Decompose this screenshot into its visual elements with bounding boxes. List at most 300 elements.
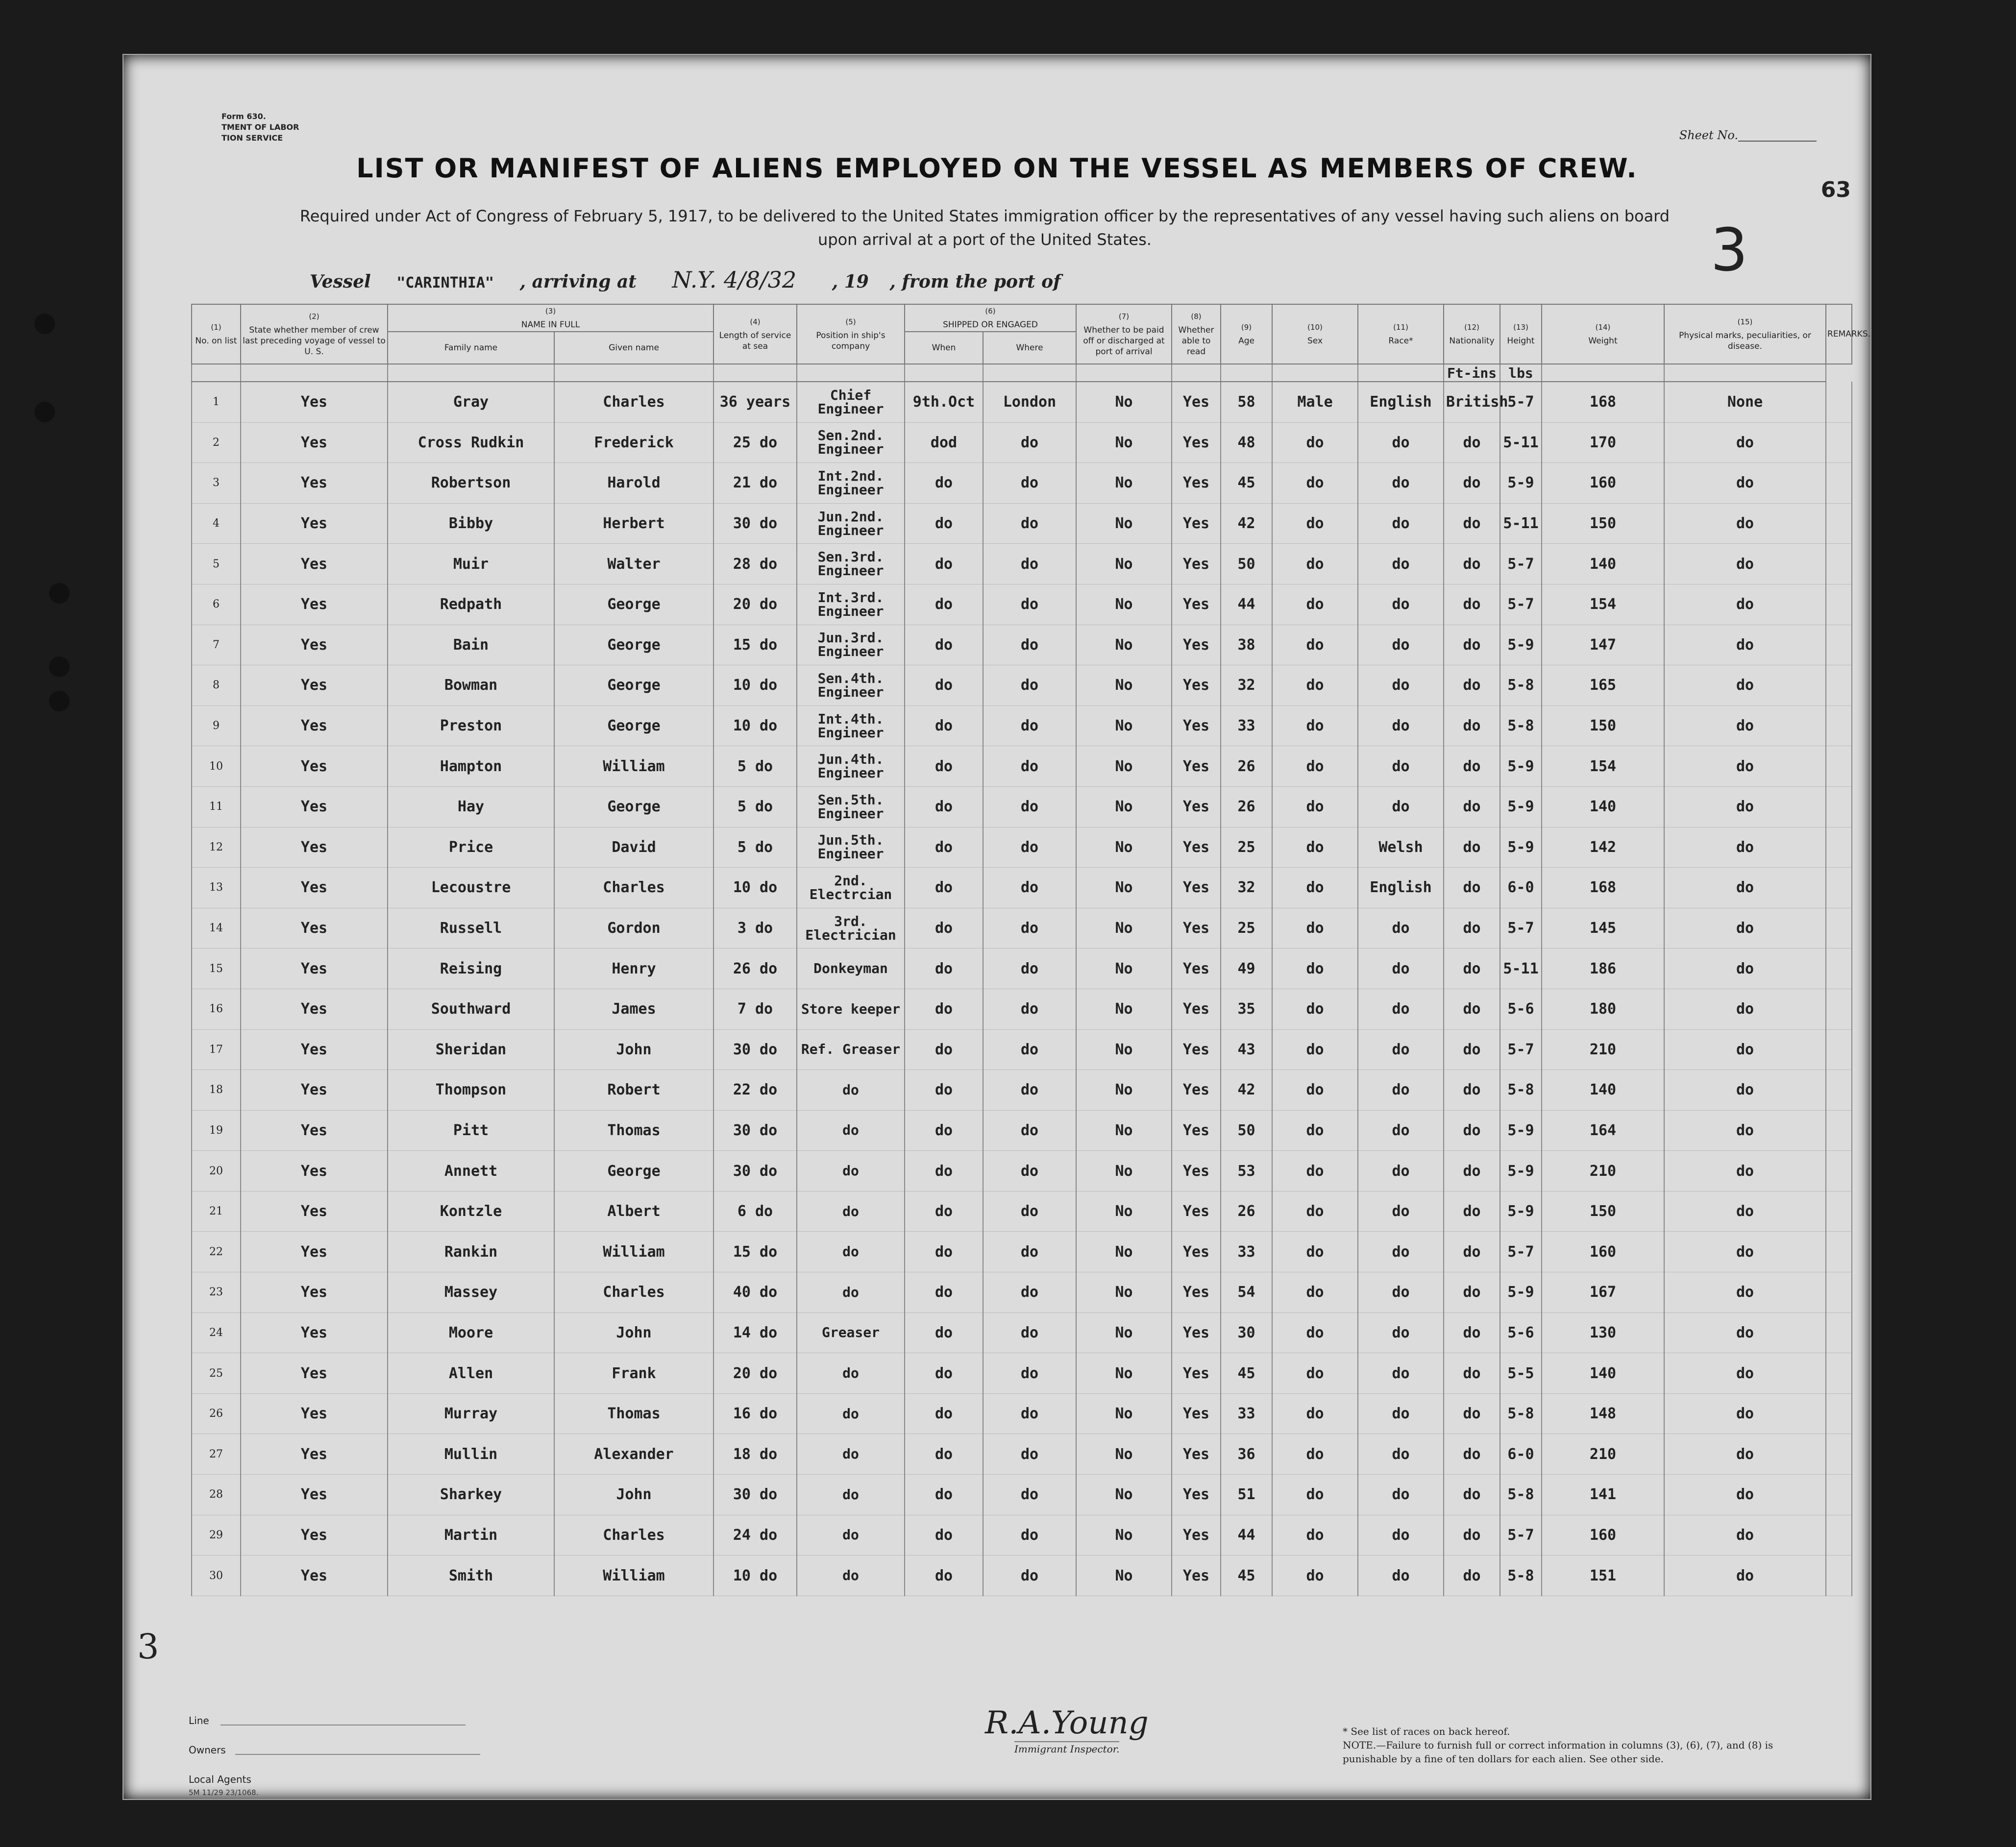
table-row bbox=[192, 705, 1852, 746]
cell-height: 5-7 bbox=[1500, 908, 1542, 948]
cell-family: Kontzle bbox=[388, 1191, 554, 1232]
cell-position: Int.4th. Engineer bbox=[797, 705, 905, 746]
cell-prev: Yes bbox=[241, 1434, 388, 1475]
table-row bbox=[192, 1353, 1852, 1394]
col-header-physical-marks: (15) Physical marks, peculiarities, or disease. bbox=[1664, 304, 1826, 364]
document-subtitle: Required under Act of Congress of February 5, 1917, to be delivered to the United States immigration officer by the representatives of any vessel having such aliens on board upon arrival at a port of the United States. bbox=[299, 207, 1670, 249]
cell-sex: do bbox=[1272, 584, 1358, 625]
cell-marks: do bbox=[1664, 1070, 1826, 1111]
cell-read: Yes bbox=[1172, 422, 1221, 463]
cell-nat: do bbox=[1444, 1191, 1500, 1232]
cell-when: do bbox=[905, 1029, 983, 1070]
cell-nat: do bbox=[1444, 948, 1500, 989]
cell-sex: do bbox=[1272, 544, 1358, 584]
cell-service: 30 do bbox=[713, 1110, 797, 1151]
cell-family: Lecoustre bbox=[388, 868, 554, 908]
cell-given: Frederick bbox=[554, 422, 713, 463]
cell-height: 5-9 bbox=[1500, 1191, 1542, 1232]
cell-where: do bbox=[983, 948, 1076, 989]
cell-when: do bbox=[905, 1393, 983, 1434]
vessel-name: "CARINTHIA" bbox=[396, 274, 494, 292]
cell-age: 48 bbox=[1221, 422, 1272, 463]
cell-age: 25 bbox=[1221, 908, 1272, 948]
cell-when: do bbox=[905, 1434, 983, 1475]
cell-weight: 130 bbox=[1542, 1312, 1664, 1353]
cell-age: 44 bbox=[1221, 584, 1272, 625]
cell-marks: do bbox=[1664, 705, 1826, 746]
cell-read: Yes bbox=[1172, 665, 1221, 706]
col-header-age: (9) Age bbox=[1221, 304, 1272, 364]
cell-nat: do bbox=[1444, 1070, 1500, 1111]
cell-remarks bbox=[1826, 544, 1852, 584]
cell-race: do bbox=[1358, 746, 1444, 787]
cell-race: Welsh bbox=[1358, 827, 1444, 868]
cell-remarks bbox=[1826, 1434, 1852, 1475]
cell-given: John bbox=[554, 1029, 713, 1070]
cell-where: do bbox=[983, 1110, 1076, 1151]
cell-marks: do bbox=[1664, 1272, 1826, 1313]
cell-family: Price bbox=[388, 827, 554, 868]
cell-nat: do bbox=[1444, 1110, 1500, 1151]
cell-no: 28 bbox=[192, 1475, 241, 1515]
cell-weight: 160 bbox=[1542, 1515, 1664, 1555]
cell-age: 50 bbox=[1221, 1110, 1272, 1151]
cell-read: Yes bbox=[1172, 625, 1221, 665]
cell-family: Muir bbox=[388, 544, 554, 584]
cell-service: 18 do bbox=[713, 1434, 797, 1475]
cell-when: do bbox=[905, 584, 983, 625]
cell-race: do bbox=[1358, 1312, 1444, 1353]
cell-service: 10 do bbox=[713, 705, 797, 746]
cell-when: do bbox=[905, 544, 983, 584]
cell-no: 5 bbox=[192, 544, 241, 584]
cell-weight: 142 bbox=[1542, 827, 1664, 868]
cell-prev: Yes bbox=[241, 868, 388, 908]
arriving-label: , arriving at bbox=[519, 271, 637, 292]
cell-remarks bbox=[1826, 827, 1852, 868]
cell-when: do bbox=[905, 665, 983, 706]
cell-remarks bbox=[1826, 786, 1852, 827]
cell-when: do bbox=[905, 1151, 983, 1191]
col-header-paid-off: (7) Whether to be paid off or discharged at port of arrival bbox=[1076, 304, 1172, 364]
cell-sex: do bbox=[1272, 625, 1358, 665]
cell-nat: British bbox=[1444, 382, 1500, 422]
cell-when: do bbox=[905, 1070, 983, 1111]
cell-when: do bbox=[905, 705, 983, 746]
cell-marks: do bbox=[1664, 625, 1826, 665]
table-row bbox=[192, 503, 1852, 544]
cell-weight: 150 bbox=[1542, 503, 1664, 544]
cell-no: 18 bbox=[192, 1070, 241, 1111]
table-row bbox=[192, 827, 1852, 868]
cell-when: dod bbox=[905, 422, 983, 463]
cell-paid: No bbox=[1076, 1070, 1172, 1111]
col-header-where: Where bbox=[983, 332, 1076, 364]
cell-position: do bbox=[797, 1555, 905, 1596]
cell-position: do bbox=[797, 1515, 905, 1555]
cell-paid: No bbox=[1076, 1272, 1172, 1313]
cell-nat: do bbox=[1444, 544, 1500, 584]
cell-when: do bbox=[905, 625, 983, 665]
cell-age: 26 bbox=[1221, 786, 1272, 827]
cell-sex: do bbox=[1272, 665, 1358, 706]
cell-where: do bbox=[983, 1232, 1076, 1272]
table-row bbox=[192, 1070, 1852, 1111]
cell-read: Yes bbox=[1172, 827, 1221, 868]
cell-paid: No bbox=[1076, 382, 1172, 422]
cell-age: 32 bbox=[1221, 868, 1272, 908]
cell-where: do bbox=[983, 705, 1076, 746]
table-row bbox=[192, 1393, 1852, 1434]
cell-race: do bbox=[1358, 625, 1444, 665]
cell-where: do bbox=[983, 1029, 1076, 1070]
cell-where: do bbox=[983, 786, 1076, 827]
cell-height: 5-7 bbox=[1500, 544, 1542, 584]
cell-family: Bibby bbox=[388, 503, 554, 544]
cell-nat: do bbox=[1444, 1029, 1500, 1070]
cell-when: do bbox=[905, 1191, 983, 1232]
cell-marks: do bbox=[1664, 422, 1826, 463]
cell-sex: do bbox=[1272, 1151, 1358, 1191]
cell-sex: do bbox=[1272, 1515, 1358, 1555]
cell-height: 5-9 bbox=[1500, 625, 1542, 665]
cell-height: 5-7 bbox=[1500, 1029, 1542, 1070]
cell-sex: do bbox=[1272, 746, 1358, 787]
cell-given: George bbox=[554, 665, 713, 706]
vessel-label: Vessel bbox=[310, 271, 371, 292]
cell-marks: do bbox=[1664, 1151, 1826, 1191]
cell-nat: do bbox=[1444, 868, 1500, 908]
cell-no: 22 bbox=[192, 1232, 241, 1272]
cell-prev: Yes bbox=[241, 382, 388, 422]
cell-when: do bbox=[905, 908, 983, 948]
cell-age: 54 bbox=[1221, 1272, 1272, 1313]
cell-prev: Yes bbox=[241, 544, 388, 584]
cell-position: 3rd. Electrician bbox=[797, 908, 905, 948]
cell-marks: do bbox=[1664, 584, 1826, 625]
cell-when: do bbox=[905, 503, 983, 544]
cell-remarks bbox=[1826, 584, 1852, 625]
cell-family: Allen bbox=[388, 1353, 554, 1394]
cell-sex: do bbox=[1272, 503, 1358, 544]
cell-age: 51 bbox=[1221, 1475, 1272, 1515]
cell-race: do bbox=[1358, 948, 1444, 989]
cell-age: 43 bbox=[1221, 1029, 1272, 1070]
cell-when: do bbox=[905, 827, 983, 868]
cell-remarks bbox=[1826, 422, 1852, 463]
cell-prev: Yes bbox=[241, 705, 388, 746]
cell-sex: do bbox=[1272, 827, 1358, 868]
cell-race: do bbox=[1358, 1070, 1444, 1111]
cell-height: 5-9 bbox=[1500, 827, 1542, 868]
cell-weight: 170 bbox=[1542, 422, 1664, 463]
cell-marks: do bbox=[1664, 1515, 1826, 1555]
cell-height: 5-6 bbox=[1500, 989, 1542, 1029]
cell-family: Rankin bbox=[388, 1232, 554, 1272]
cell-prev: Yes bbox=[241, 1232, 388, 1272]
cell-position: Int.3rd. Engineer bbox=[797, 584, 905, 625]
cell-where: do bbox=[983, 625, 1076, 665]
cell-marks: do bbox=[1664, 1434, 1826, 1475]
cell-weight: 160 bbox=[1542, 1232, 1664, 1272]
cell-family: Hampton bbox=[388, 746, 554, 787]
cell-marks: do bbox=[1664, 544, 1826, 584]
cell-read: Yes bbox=[1172, 584, 1221, 625]
cell-family: Bowman bbox=[388, 665, 554, 706]
cell-height: 5-7 bbox=[1500, 584, 1542, 625]
cell-no: 6 bbox=[192, 584, 241, 625]
cell-sex: do bbox=[1272, 1070, 1358, 1111]
cell-prev: Yes bbox=[241, 1110, 388, 1151]
cell-prev: Yes bbox=[241, 503, 388, 544]
cell-race: do bbox=[1358, 1110, 1444, 1151]
cell-position: Jun.4th. Engineer bbox=[797, 746, 905, 787]
cell-no: 29 bbox=[192, 1515, 241, 1555]
cell-height: 5-5 bbox=[1500, 1353, 1542, 1394]
cell-remarks bbox=[1826, 908, 1852, 948]
cell-weight: 141 bbox=[1542, 1475, 1664, 1515]
cell-remarks bbox=[1826, 503, 1852, 544]
cell-weight: 140 bbox=[1542, 1353, 1664, 1394]
cell-given: William bbox=[554, 1555, 713, 1596]
cell-race: do bbox=[1358, 1151, 1444, 1191]
cell-where: do bbox=[983, 1191, 1076, 1232]
cell-race: do bbox=[1358, 989, 1444, 1029]
table-row bbox=[192, 382, 1852, 422]
cell-where: do bbox=[983, 1434, 1076, 1475]
cell-service: 3 do bbox=[713, 908, 797, 948]
cell-height: 5-9 bbox=[1500, 1110, 1542, 1151]
sheet-label: Sheet No. bbox=[1679, 128, 1738, 142]
cell-given: Charles bbox=[554, 382, 713, 422]
cell-nat: do bbox=[1444, 1475, 1500, 1515]
cell-race: do bbox=[1358, 1515, 1444, 1555]
cell-height: 5-7 bbox=[1500, 1232, 1542, 1272]
cell-age: 38 bbox=[1221, 625, 1272, 665]
cell-read: Yes bbox=[1172, 1475, 1221, 1515]
cell-read: Yes bbox=[1172, 1312, 1221, 1353]
col-header-service: (4) Length of service at sea bbox=[713, 304, 797, 364]
arrival-date: N.Y. 4/8/32 bbox=[672, 267, 797, 293]
cell-age: 45 bbox=[1221, 463, 1272, 504]
cell-service: 25 do bbox=[713, 422, 797, 463]
agents-label: Local Agents bbox=[189, 1774, 251, 1785]
cell-read: Yes bbox=[1172, 463, 1221, 504]
cell-service: 26 do bbox=[713, 948, 797, 989]
inspector-signature: R.A.Young bbox=[985, 1705, 1149, 1741]
cell-height: 5-8 bbox=[1500, 1475, 1542, 1515]
cell-position: do bbox=[797, 1110, 905, 1151]
table-row bbox=[192, 989, 1852, 1029]
cell-nat: do bbox=[1444, 989, 1500, 1029]
cell-no: 2 bbox=[192, 422, 241, 463]
cell-position: Chief Engineer bbox=[797, 382, 905, 422]
cell-weight: 186 bbox=[1542, 948, 1664, 989]
table-row bbox=[192, 1232, 1852, 1272]
cell-remarks bbox=[1826, 625, 1852, 665]
page-stamp: 63 bbox=[1820, 177, 1851, 202]
col-header-sex: (10) Sex bbox=[1272, 304, 1358, 364]
cell-race: do bbox=[1358, 422, 1444, 463]
from-port-label: , from the port of bbox=[889, 271, 1061, 292]
cell-marks: do bbox=[1664, 665, 1826, 706]
cell-read: Yes bbox=[1172, 948, 1221, 989]
cell-nat: do bbox=[1444, 1393, 1500, 1434]
cell-service: 15 do bbox=[713, 1232, 797, 1272]
cell-sex: do bbox=[1272, 1434, 1358, 1475]
cell-prev: Yes bbox=[241, 1272, 388, 1313]
cell-no: 15 bbox=[192, 948, 241, 989]
cell-paid: No bbox=[1076, 1555, 1172, 1596]
cell-sex: do bbox=[1272, 422, 1358, 463]
cell-given: Charles bbox=[554, 1272, 713, 1313]
cell-paid: No bbox=[1076, 948, 1172, 989]
cell-weight: 150 bbox=[1542, 705, 1664, 746]
cell-position: Store keeper bbox=[797, 989, 905, 1029]
cell-age: 33 bbox=[1221, 705, 1272, 746]
cell-nat: do bbox=[1444, 746, 1500, 787]
cell-age: 33 bbox=[1221, 1232, 1272, 1272]
cell-race: English bbox=[1358, 382, 1444, 422]
cell-height: 5-8 bbox=[1500, 1393, 1542, 1434]
cell-sex: do bbox=[1272, 1312, 1358, 1353]
cell-marks: do bbox=[1664, 908, 1826, 948]
cell-when: do bbox=[905, 1110, 983, 1151]
cell-nat: do bbox=[1444, 1353, 1500, 1394]
cell-when: do bbox=[905, 1475, 983, 1515]
cell-sex: do bbox=[1272, 1191, 1358, 1232]
cell-race: do bbox=[1358, 503, 1444, 544]
cell-marks: do bbox=[1664, 1475, 1826, 1515]
cell-no: 3 bbox=[192, 463, 241, 504]
cell-marks: do bbox=[1664, 1029, 1826, 1070]
cell-age: 58 bbox=[1221, 382, 1272, 422]
table-row bbox=[192, 625, 1852, 665]
cell-weight: 168 bbox=[1542, 382, 1664, 422]
cell-nat: do bbox=[1444, 463, 1500, 504]
penalty-note: NOTE.—Failure to furnish full or correct information in columns (3), (6), (7), and (8) is punishable by a fine of ten dollars for each alien. See other side. bbox=[1343, 1739, 1773, 1765]
cell-race: do bbox=[1358, 544, 1444, 584]
cell-weight: 167 bbox=[1542, 1272, 1664, 1313]
cell-nat: do bbox=[1444, 1232, 1500, 1272]
cell-paid: No bbox=[1076, 1434, 1172, 1475]
cell-height: 5-8 bbox=[1500, 1070, 1542, 1111]
cell-weight: 150 bbox=[1542, 1191, 1664, 1232]
table-row bbox=[192, 584, 1852, 625]
cell-remarks bbox=[1826, 1555, 1852, 1596]
vessel-line bbox=[310, 267, 1061, 293]
cell-height: 6-0 bbox=[1500, 1434, 1542, 1475]
cell-paid: No bbox=[1076, 1232, 1172, 1272]
cell-where: do bbox=[983, 1272, 1076, 1313]
cell-read: Yes bbox=[1172, 503, 1221, 544]
cell-race: do bbox=[1358, 463, 1444, 504]
cell-where: do bbox=[983, 1070, 1076, 1111]
cell-paid: No bbox=[1076, 1353, 1172, 1394]
cell-prev: Yes bbox=[241, 948, 388, 989]
cell-nat: do bbox=[1444, 665, 1500, 706]
cell-service: 40 do bbox=[713, 1272, 797, 1313]
cell-when: 9th.Oct bbox=[905, 382, 983, 422]
cell-sex: do bbox=[1272, 1272, 1358, 1313]
cell-sex: do bbox=[1272, 1393, 1358, 1434]
table-row bbox=[192, 1434, 1852, 1475]
cell-service: 20 do bbox=[713, 584, 797, 625]
cell-remarks bbox=[1826, 665, 1852, 706]
cell-nat: do bbox=[1444, 1272, 1500, 1313]
cell-prev: Yes bbox=[241, 786, 388, 827]
cell-no: 7 bbox=[192, 625, 241, 665]
cell-paid: No bbox=[1076, 1312, 1172, 1353]
cell-race: do bbox=[1358, 1475, 1444, 1515]
cell-remarks bbox=[1826, 1029, 1852, 1070]
cell-age: 53 bbox=[1221, 1151, 1272, 1191]
cell-no: 4 bbox=[192, 503, 241, 544]
cell-family: Sheridan bbox=[388, 1029, 554, 1070]
cell-weight: 180 bbox=[1542, 989, 1664, 1029]
cell-race: do bbox=[1358, 1555, 1444, 1596]
cell-where: do bbox=[983, 1393, 1076, 1434]
cell-given: Thomas bbox=[554, 1393, 713, 1434]
cell-position: Sen.3rd. Engineer bbox=[797, 544, 905, 584]
cell-family: Cross Rudkin bbox=[388, 422, 554, 463]
cell-nat: do bbox=[1444, 1555, 1500, 1596]
cell-age: 35 bbox=[1221, 989, 1272, 1029]
cell-service: 6 do bbox=[713, 1191, 797, 1232]
table-row bbox=[192, 746, 1852, 787]
cell-position: Jun.5th. Engineer bbox=[797, 827, 905, 868]
cell-weight: 168 bbox=[1542, 868, 1664, 908]
cell-paid: No bbox=[1076, 868, 1172, 908]
cell-where: do bbox=[983, 1151, 1076, 1191]
cell-paid: No bbox=[1076, 1475, 1172, 1515]
cell-height: 6-0 bbox=[1500, 868, 1542, 908]
cell-read: Yes bbox=[1172, 786, 1221, 827]
footnotes bbox=[1343, 1725, 1784, 1766]
cell-where: do bbox=[983, 463, 1076, 504]
cell-when: do bbox=[905, 989, 983, 1029]
cell-given: George bbox=[554, 705, 713, 746]
cell-nat: do bbox=[1444, 422, 1500, 463]
cell-family: Massey bbox=[388, 1272, 554, 1313]
cell-marks: do bbox=[1664, 948, 1826, 989]
cell-service: 10 do bbox=[713, 665, 797, 706]
cell-prev: Yes bbox=[241, 1475, 388, 1515]
cell-race: do bbox=[1358, 705, 1444, 746]
crew-manifest-table bbox=[191, 304, 1871, 1596]
cell-weight: 154 bbox=[1542, 746, 1664, 787]
cell-read: Yes bbox=[1172, 1555, 1221, 1596]
cell-no: 9 bbox=[192, 705, 241, 746]
cell-when: do bbox=[905, 463, 983, 504]
cell-prev: Yes bbox=[241, 463, 388, 504]
cell-when: do bbox=[905, 1515, 983, 1555]
cell-given: Harold bbox=[554, 463, 713, 504]
cell-where: London bbox=[983, 382, 1076, 422]
cell-age: 49 bbox=[1221, 948, 1272, 989]
cell-no: 1 bbox=[192, 382, 241, 422]
cell-remarks bbox=[1826, 1475, 1852, 1515]
cell-paid: No bbox=[1076, 908, 1172, 948]
table-row bbox=[192, 1191, 1852, 1232]
cell-family: Mullin bbox=[388, 1434, 554, 1475]
cell-paid: No bbox=[1076, 705, 1172, 746]
cell-weight: 148 bbox=[1542, 1393, 1664, 1434]
cell-paid: No bbox=[1076, 1393, 1172, 1434]
cell-age: 26 bbox=[1221, 746, 1272, 787]
cell-read: Yes bbox=[1172, 382, 1221, 422]
cell-no: 10 bbox=[192, 746, 241, 787]
